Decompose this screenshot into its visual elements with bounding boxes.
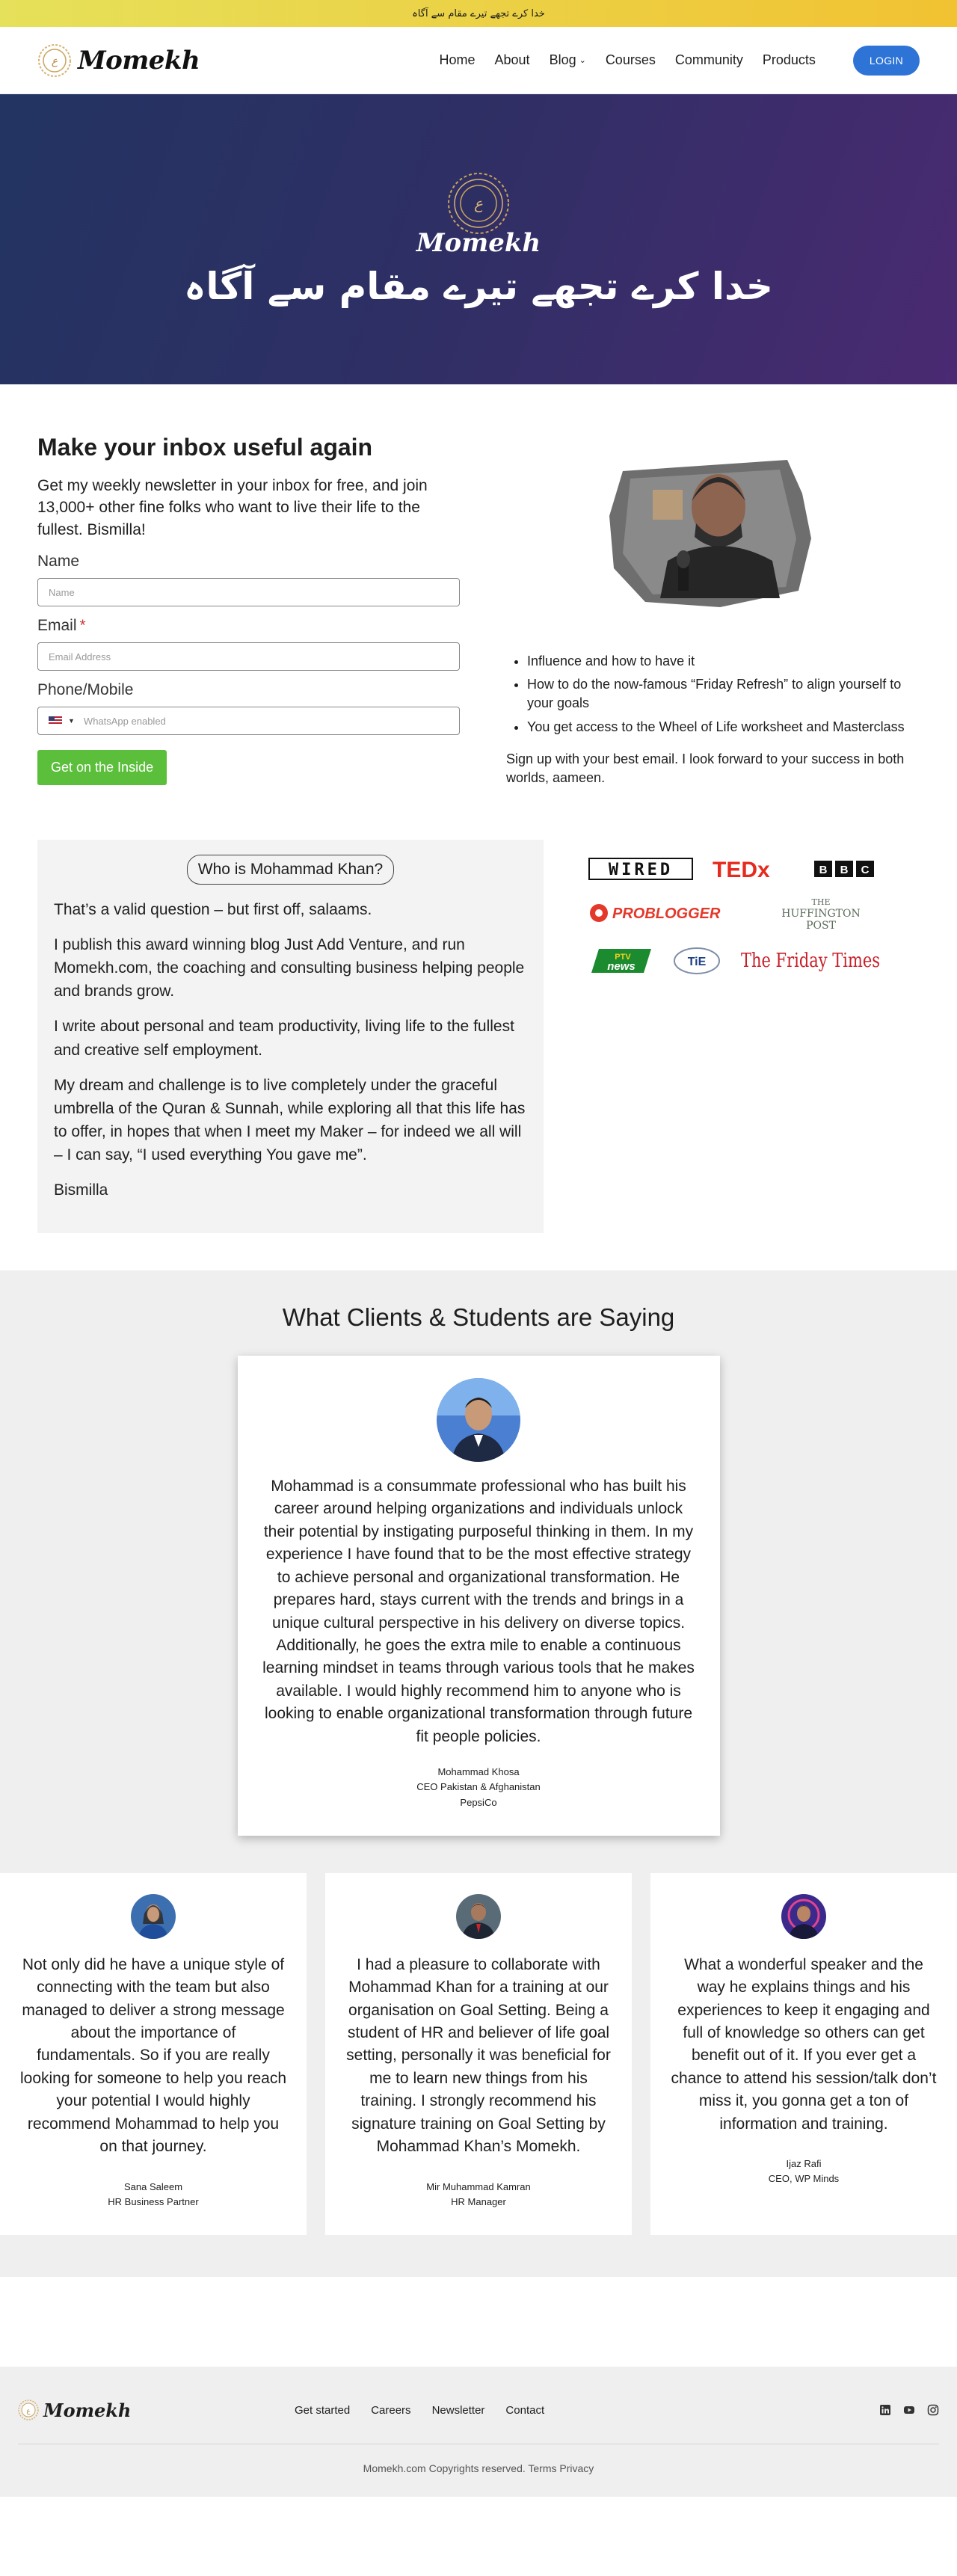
phone-label: Phone/Mobile — [37, 681, 134, 699]
phone-field[interactable] — [37, 707, 460, 735]
newsletter-title: Make your inbox useful again — [37, 434, 373, 461]
benefits-list — [497, 652, 920, 737]
tie-logo — [672, 946, 721, 976]
about-title: Who is Mohammad Khan? — [187, 855, 394, 885]
testimonial-name: Sana Saleem — [123, 2180, 183, 2192]
hero-brand-name: Momekh — [416, 228, 541, 258]
footer-copyright — [18, 2444, 939, 2474]
nav-about[interactable]: About — [494, 52, 530, 67]
testimonial-quote: Mohammad is a consummate professional who has built his career around helping organizations and individuals unlock their potential by instigating purposeful thinking in them. In my experience I have found that to be the most effective strategy to achieve personal and organizational transformation. He prepares hard, stays current with the trends and brings in a unique cultural perspective in his delivery on diverse topics. Additionally, he goes the extra mile to enable a continuous learning mindset in teams through various tools that he makes available. I would highly recommend him to anyone who is looking to enable organizational transformation through future fit people policies. — [262, 1477, 695, 1745]
name-field[interactable]: Name — [37, 578, 460, 606]
newsletter-form — [37, 434, 460, 787]
subscribe-button[interactable]: Get on the Inside — [37, 750, 167, 785]
huffpost-logo-text: POST — [806, 920, 836, 932]
announcement-bar — [0, 0, 957, 27]
nav-products[interactable]: Products — [762, 52, 816, 67]
svg-text:ع: ع — [51, 55, 58, 67]
tie-logo-text: TiE — [687, 956, 707, 969]
newsletter-section — [0, 384, 957, 817]
hero-tagline: خدا کرے تجھے تیرے مقام سے آگاہ — [184, 265, 773, 308]
nav-blog[interactable] — [550, 52, 586, 68]
bbc-logo-letter: C — [861, 864, 870, 877]
friday-times-logo — [741, 944, 883, 977]
bbc-logo-letter: B — [819, 864, 828, 877]
about-signoff: Bismilla — [54, 1181, 108, 1199]
footer-brand-name: Momekh — [43, 2399, 132, 2421]
testimonial-company: PepsiCo — [460, 1796, 497, 1808]
main-nav — [440, 46, 920, 76]
announcement-text: خدا کرے تجھے تیرے مقام سے آگاہ — [412, 7, 545, 19]
ptv-news-logo — [588, 946, 653, 976]
instagram-icon[interactable] — [927, 2404, 939, 2416]
tedx-logo-text: TEDx — [713, 858, 770, 883]
site-header — [0, 27, 957, 94]
footer-brand-link[interactable] — [18, 2400, 295, 2421]
momekh-emblem-icon — [18, 2400, 39, 2420]
youtube-icon[interactable] — [903, 2404, 915, 2416]
tedx-logo — [713, 856, 795, 882]
ptv-logo-text: PTV — [615, 953, 631, 962]
country-dropdown-caret-icon[interactable]: ▼ — [68, 717, 75, 725]
about-paragraph: My dream and challenge is to live completely under the graceful umbrella of the Quran & Sunnah, while exploring all that this life has to offer, in hopes that when I meet my Maker – for indeed we all will – I can say, “I used everything You gave me”. — [54, 1076, 526, 1163]
avatar — [131, 1894, 176, 1939]
terms-link[interactable]: Terms — [528, 2462, 557, 2474]
testimonial-quote: I had a pleasure to collaborate with Mohammad Khan for a training at our organisation on Goal Setting. Being a student of HR and believer of life goal setting, personally it was beneficial for me to learn new things from his training. I strongly recommend his signature training on Goal Setting by Mohammad Khan’s Momekh. — [346, 1955, 611, 2156]
benefit-item: • You get access to the Wheel of Life worksheet and Masterclass — [527, 718, 920, 737]
testimonial-name: Mir Muhammad Kamran — [426, 2180, 531, 2192]
huffpost-logo-text: HUFFINGTON — [781, 908, 861, 920]
testimonial-card — [0, 1873, 307, 2235]
nav-community[interactable]: Community — [674, 52, 743, 67]
email-label-text: Email — [37, 617, 77, 635]
svg-text:ع: ع — [26, 2408, 31, 2416]
name-label: Name — [37, 553, 80, 571]
chevron-down-icon: ⌄ — [579, 56, 586, 65]
avatar — [781, 1894, 826, 1939]
newsletter-subtitle: Get my weekly newsletter in your inbox for free, and join 13,000+ other fine folks who want to live their life to the fullest. Bismilla! — [37, 477, 428, 538]
nav-courses[interactable]: Courses — [605, 52, 656, 67]
benefit-item: • How to do the now-famous “Friday Refresh” to align yourself to your goals — [527, 675, 920, 713]
brand-name: Momekh — [78, 45, 200, 76]
friday-times-logo-text: The Friday Times — [741, 950, 880, 973]
bbc-logo-letter: B — [840, 864, 849, 877]
momekh-emblem-icon — [37, 43, 72, 78]
testimonial-card — [325, 1873, 632, 2235]
avatar — [437, 1378, 520, 1462]
huffpost-logo-text: THE — [811, 897, 831, 908]
testimonial-role: CEO Pakistan & Afghanistan — [416, 1781, 541, 1793]
social-links — [879, 2404, 939, 2416]
newsletter-benefits — [497, 434, 920, 787]
testimonial-quote: What a wonderful speaker and the way he explains things and his experiences to keep it engaging and full of knowledge so others can get benefit out of it. If you ever get a chance to attend his session/talk don’t miss it, you gonna get a ton of information and training. — [671, 1955, 937, 2133]
wired-logo — [588, 856, 693, 882]
wired-logo-text: WIRED — [608, 861, 674, 880]
press-logos — [588, 840, 920, 1233]
testimonial-name: Ijaz Rafi — [786, 2158, 822, 2170]
email-field[interactable]: Email Address — [37, 642, 460, 671]
footer-nav — [295, 2404, 544, 2417]
brand-logo-link[interactable] — [37, 43, 200, 78]
email-label — [37, 617, 460, 635]
testimonials-heading: What Clients & Students are Saying — [282, 1303, 675, 1331]
nav-home[interactable]: Home — [439, 52, 476, 67]
footer-link-contact[interactable]: Contact — [505, 2403, 545, 2417]
author-portrait — [600, 449, 817, 613]
required-marker: * — [79, 617, 86, 635]
testimonial-cards — [0, 1873, 957, 2235]
testimonial-role: CEO, WP Minds — [768, 2173, 840, 2185]
testimonial-role: HR Manager — [451, 2195, 506, 2207]
nav-blog-label: Blog — [549, 52, 576, 67]
problogger-logo-text: PROBLOGGER — [612, 906, 721, 923]
newsletter-note: Sign up with your best email. I look forward to your success in both worlds, aameen. — [506, 751, 905, 785]
about-card — [37, 840, 544, 1233]
avatar — [456, 1894, 501, 1939]
testimonial-name: Mohammad Khosa — [437, 1766, 520, 1778]
hero-banner — [0, 94, 957, 384]
privacy-link[interactable]: Privacy — [559, 2462, 594, 2474]
about-paragraph: I publish this award winning blog Just Add Venture, and run Momekh.com, the coaching and consulting business helping people and brands grow. — [54, 936, 525, 1000]
phone-placeholder: WhatsApp enabled — [83, 715, 166, 727]
copyright-text: Momekh.com Copyrights reserved. — [363, 2462, 526, 2474]
problogger-logo — [588, 900, 749, 926]
about-paragraph: I write about personal and team productivity, living life to the fullest and creative self employment. — [54, 1018, 514, 1059]
footer-link-careers[interactable]: Careers — [371, 2403, 411, 2417]
testimonial-quote: Not only did he have a unique style of connecting with the team but also managed to deliver a strong message about the importance of fundamentals. So if you are really looking for someone to help you reach your potential I would highly recommend Mohammad to help you on that journey. — [19, 1955, 287, 2156]
linkedin-icon[interactable] — [879, 2404, 891, 2416]
bbc-logo — [814, 858, 874, 880]
testimonials-section — [0, 1270, 957, 2277]
about-paragraph: That’s a valid question – but first off, salaams. — [54, 901, 372, 919]
ptv-logo-text: news — [607, 960, 636, 974]
about-section — [0, 817, 957, 1270]
svg-text:ع: ع — [474, 194, 483, 212]
benefit-item: • Influence and how to have it — [527, 652, 920, 671]
featured-testimonial — [238, 1356, 720, 1836]
huffington-post-logo — [769, 895, 873, 931]
us-flag-icon[interactable] — [49, 716, 62, 725]
footer-link-get-started[interactable]: Get started — [295, 2403, 351, 2417]
login-button[interactable]: LOGIN — [853, 46, 920, 76]
testimonial-role: HR Business Partner — [108, 2195, 199, 2207]
footer-link-newsletter[interactable]: Newsletter — [431, 2403, 485, 2417]
site-footer — [0, 2367, 957, 2497]
momekh-hero-logo — [416, 170, 541, 260]
testimonial-card — [650, 1873, 957, 2235]
